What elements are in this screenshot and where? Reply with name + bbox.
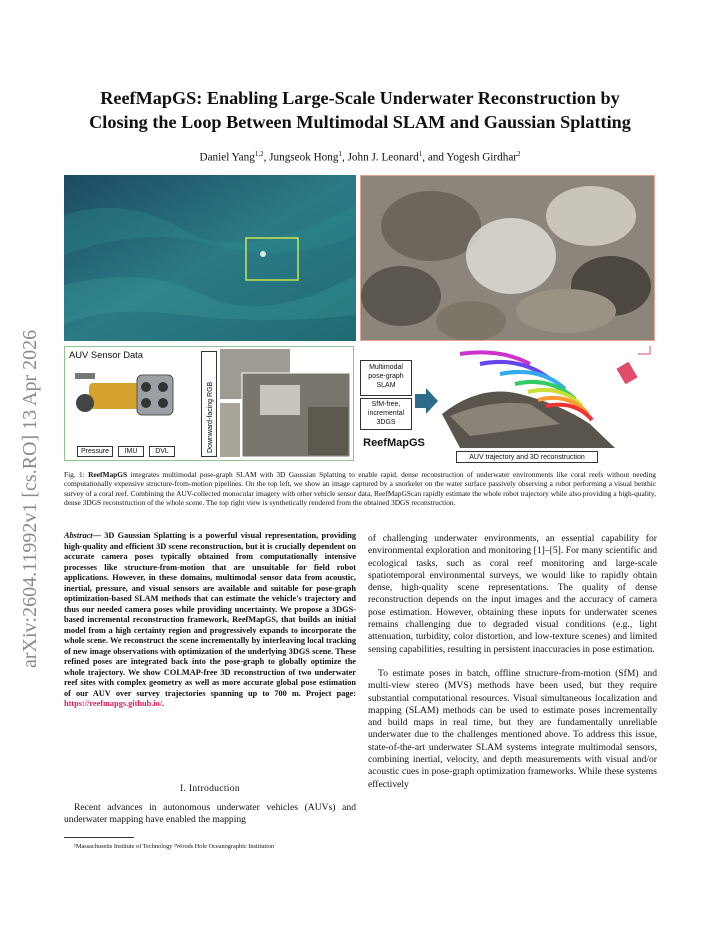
sensor-panel-title: AUV Sensor Data — [69, 349, 143, 360]
pipeline-3dgs-box: SfM-free, incremental 3DGS — [360, 398, 412, 430]
camera-image-stack — [220, 349, 350, 459]
caption-text: integrates multimodal pose-graph SLAM with 3D Gaussian Splatting to enable rapid, dense reconstruction of underwater environments like coral reefs without needing computationally expensive structure-from-motion pipelines. On the top left, we show an image captured by a snorkeler on the water surface passively observing a robot performing a visual benthic survey of a coral reef. Combining the AUV-collected monocular imagery with other vehicle sensor data, ReefMapGScan rapidly estimate the whole robot trajectory while also providing a high-quality, dense 3DGS reconstruction of the whole scene. The top right view is synthetically rendered from the obtained 3DGS reconstruction. — [64, 470, 656, 508]
abstract-end: . — [162, 699, 165, 708]
affiliation-footnote: ¹Massachusetts Institute of Technology ²Woods Hole Oceanographic Institution — [74, 843, 275, 850]
abstract — [64, 531, 356, 710]
arxiv-stamp-text: arXiv:2604.11992v1 [cs.RO] 13 Apr 2026 — [19, 329, 41, 668]
sensor-imu-label: IMU — [118, 446, 144, 457]
caption-label: Fig. 1: — [64, 470, 85, 479]
trajectory-panel — [440, 344, 656, 464]
pipeline-diagram — [358, 346, 438, 461]
flow-arrow-icon — [358, 386, 440, 416]
author-affil: 2 — [517, 150, 521, 158]
project-page-link[interactable]: https://reefmapgs.github.io/ — [64, 699, 163, 708]
abstract-label: Abstract — [64, 531, 93, 540]
abstract-text: — 3D Gaussian Splatting is a powerful visual representation, providing high-quality and efficient 3D scene reconstruction, but it is crucially dependent on accurate camera poses typically obtained from computationally intensive processes like structure-from-motion that are unsuitable for field robot applications. However, in these domains, multimodal sensor data from acoustic, inertial, pressure, and visual sensors are available and suitable for pose-graph optimization-based SLAM methods that can estimate the vehicle's trajectory and thus our needed camera poses while providing uncertainty. We propose a 3DGS-based incremental reconstruction framework, ReefMapGS, that builds an initial model from a high certainty region and progressively expands to incorporate the whole scene. We reconstruct the scene incrementally by interleaving local tracking of new image observations with optimization of the underlying 3DGS scene. These refined poses are integrated back into the pose-graph to globally optimize the whole trajectory. We show COLMAP-free 3D reconstruction of two underwater reef sites with complex geometry as well as more accurate global pose estimation of our AUV over survey trajectories spanning up to 700 m. Project page: — [64, 531, 356, 698]
sensor-pressure-label: Pressure — [77, 446, 113, 457]
author-name: Daniel Yang — [199, 151, 255, 164]
intro-paragraph: Recent advances in autonomous underwater vehicles (AUVs) and underwater mapping have enabled the mapping — [64, 802, 356, 826]
auv-icon — [71, 363, 191, 433]
author-affil: 1 — [418, 150, 423, 158]
paper-title — [60, 86, 660, 134]
author-affil: 1,2 — [254, 150, 264, 158]
author-list: Daniel Yang$^{1,2}$, Jungseok Hong$^1$, John J. Leonard$^1$, and Yogesh Girdhar$^2$ — [199, 150, 521, 164]
method-name-label: ReefMapGS — [363, 437, 425, 449]
author-name: John J. Leonard — [347, 151, 419, 164]
underwater-photo — [64, 175, 356, 341]
right-paragraph-1: of challenging underwater environments, an essential capability for environmental exploration and monitoring [1]–[5]. For many scientific and ecological tasks, such as coral reef monitoring and large-scale spatiotemporal environmental surveys, we would like to rapidly obtain dense, high-quality scene representations. The quality of dense reconstruction depends on the input images and the accuracy of camera pose estimation. However, obtaining these inputs for underwater scenes remains challenging due to degraded visual conditions (e.g., light attenuation, turbidity, color distortion, and low-texture scenes) and limited sensing capabilities, resulting in persistent inaccuracies in pose estimation. — [368, 533, 657, 655]
author-name: Jungseok Hong — [269, 151, 339, 164]
rendered-3dgs-view — [360, 175, 655, 341]
figure-caption — [64, 470, 656, 508]
sensor-data-panel — [64, 346, 354, 461]
right-column — [368, 533, 657, 791]
camera-label: Downward-facing RGB — [207, 381, 214, 453]
footnote-divider — [64, 837, 134, 838]
pipeline-slam-box: Multimodal pose-graph SLAM — [360, 360, 412, 396]
author-name: Yogesh Girdhar — [446, 151, 518, 164]
trajectory-label: AUV trajectory and 3D reconstruction — [456, 451, 598, 463]
title-line-2: Closing the Loop Between Multimodal SLAM and Gaussian Splatting — [89, 112, 631, 132]
author-affil: 1 — [338, 150, 342, 158]
title-line-1: ReefMapGS: Enabling Large-Scale Underwater Reconstruction by — [100, 88, 620, 108]
sensor-dvl-label: DVL — [149, 446, 175, 457]
arxiv-stamp — [8, 250, 48, 670]
trajectory-reconstruction-image — [440, 344, 656, 448]
section-heading: I. Introduction — [180, 783, 240, 794]
right-paragraph-2: To estimate poses in batch, offline structure-from-motion (SfM) and multi-view stereo (MVS) methods have been used, but they require substantial computational resources. Visual simultaneous localization and mapping (SLAM) methods can be used to estimate poses incrementally and build maps in real time, but they are fundamentally unreliable underwater due to the challenges mentioned above. To address this issue, state-of-the-art underwater SLAM systems integrate multimodal sensors, combining inertial, velocity, and depth measurements with visual and/or acoustic cues in pose-graph optimization frameworks. While these systems effectively — [368, 667, 657, 790]
camera-label-box — [201, 351, 217, 457]
caption-method: ReefMapGS — [88, 470, 128, 479]
